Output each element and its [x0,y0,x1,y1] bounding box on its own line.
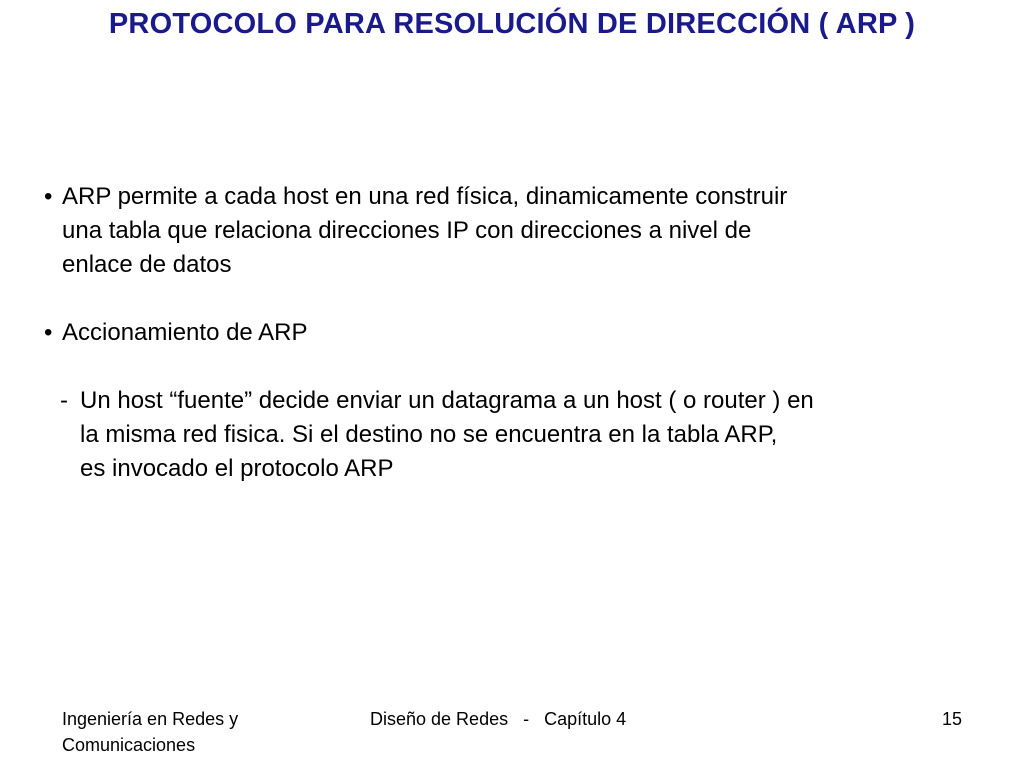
bullet-arp-operation [44,316,984,350]
sub-item-source-host [44,384,984,486]
bullet-mark: • [44,183,53,210]
sub-item-line: la misma red fisica. Si el destino no se encuentra en la tabla ARP, [80,421,778,448]
slide-title: PROTOCOLO PARA RESOLUCIÓN DE DIRECCIÓN ( ARP ) [108,8,916,40]
footer-organization-line: Comunicaciones [62,735,196,755]
bullet-line: enlace de datos [62,251,232,278]
bullet-arp-description [44,180,984,282]
sub-item-line: Un host “fuente” decide enviar un datagrama a un host ( o router ) en [80,387,814,414]
bullet-mark: • [44,319,53,346]
page-number: 15 [941,709,962,729]
footer-organization-line: Ingeniería en Redes y [62,709,239,729]
slide-content [44,180,984,486]
spacer [44,282,984,316]
bullet-line: una tabla que relaciona direcciones IP con direcciones a nivel de [62,217,752,244]
spacer [44,350,984,384]
bullet-line: ARP permite a cada host en una red física, dinamicamente construir [62,183,788,210]
sub-item-line: es invocado el protocolo ARP [80,455,394,482]
bullet-line: Accionamiento de ARP [62,319,308,346]
footer-course: Diseño de Redes - Capítulo 4 [370,709,627,729]
dash-mark: - [60,387,68,414]
footer-organization [62,706,302,758]
